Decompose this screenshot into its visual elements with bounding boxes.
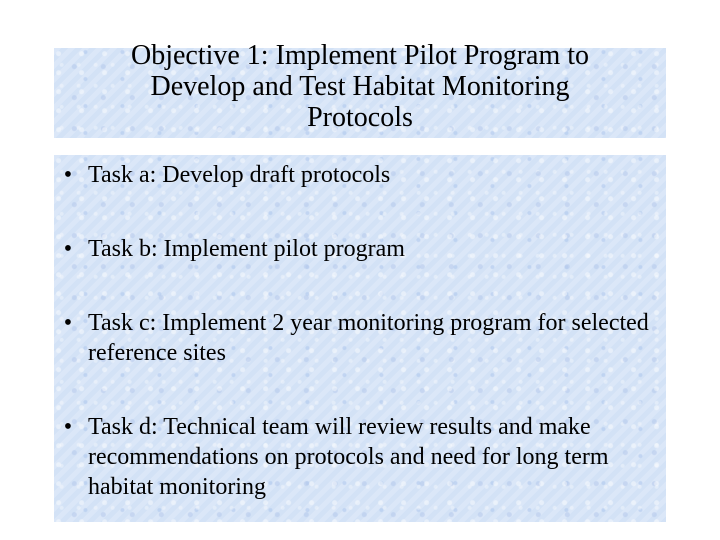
bullet-icon: •	[63, 414, 73, 440]
task-item-c	[54, 308, 666, 368]
task-text-c: Task c: Implement 2 year monitoring program for selected reference sites	[88, 310, 649, 366]
title-line-1: Objective 1: Implement Pilot Program to	[130, 40, 590, 71]
title-line-3: Protocols	[307, 102, 413, 133]
slide-title	[54, 40, 666, 133]
task-text-d: Task d: Technical team will review results and make recommendations on protocols and need for long term habitat monitoring	[88, 414, 609, 500]
bullet-icon: •	[63, 236, 73, 262]
title-line-2: Develop and Test Habitat Monitoring	[150, 71, 570, 102]
task-item-b	[54, 234, 666, 264]
task-text-b: Task b: Implement pilot program	[88, 236, 405, 262]
bullet-icon: •	[63, 162, 73, 188]
task-item-d	[54, 412, 666, 502]
task-text-a: Task a: Develop draft protocols	[88, 162, 391, 188]
task-list	[54, 160, 666, 502]
task-item-a	[54, 160, 666, 190]
bullet-icon: •	[63, 310, 73, 336]
